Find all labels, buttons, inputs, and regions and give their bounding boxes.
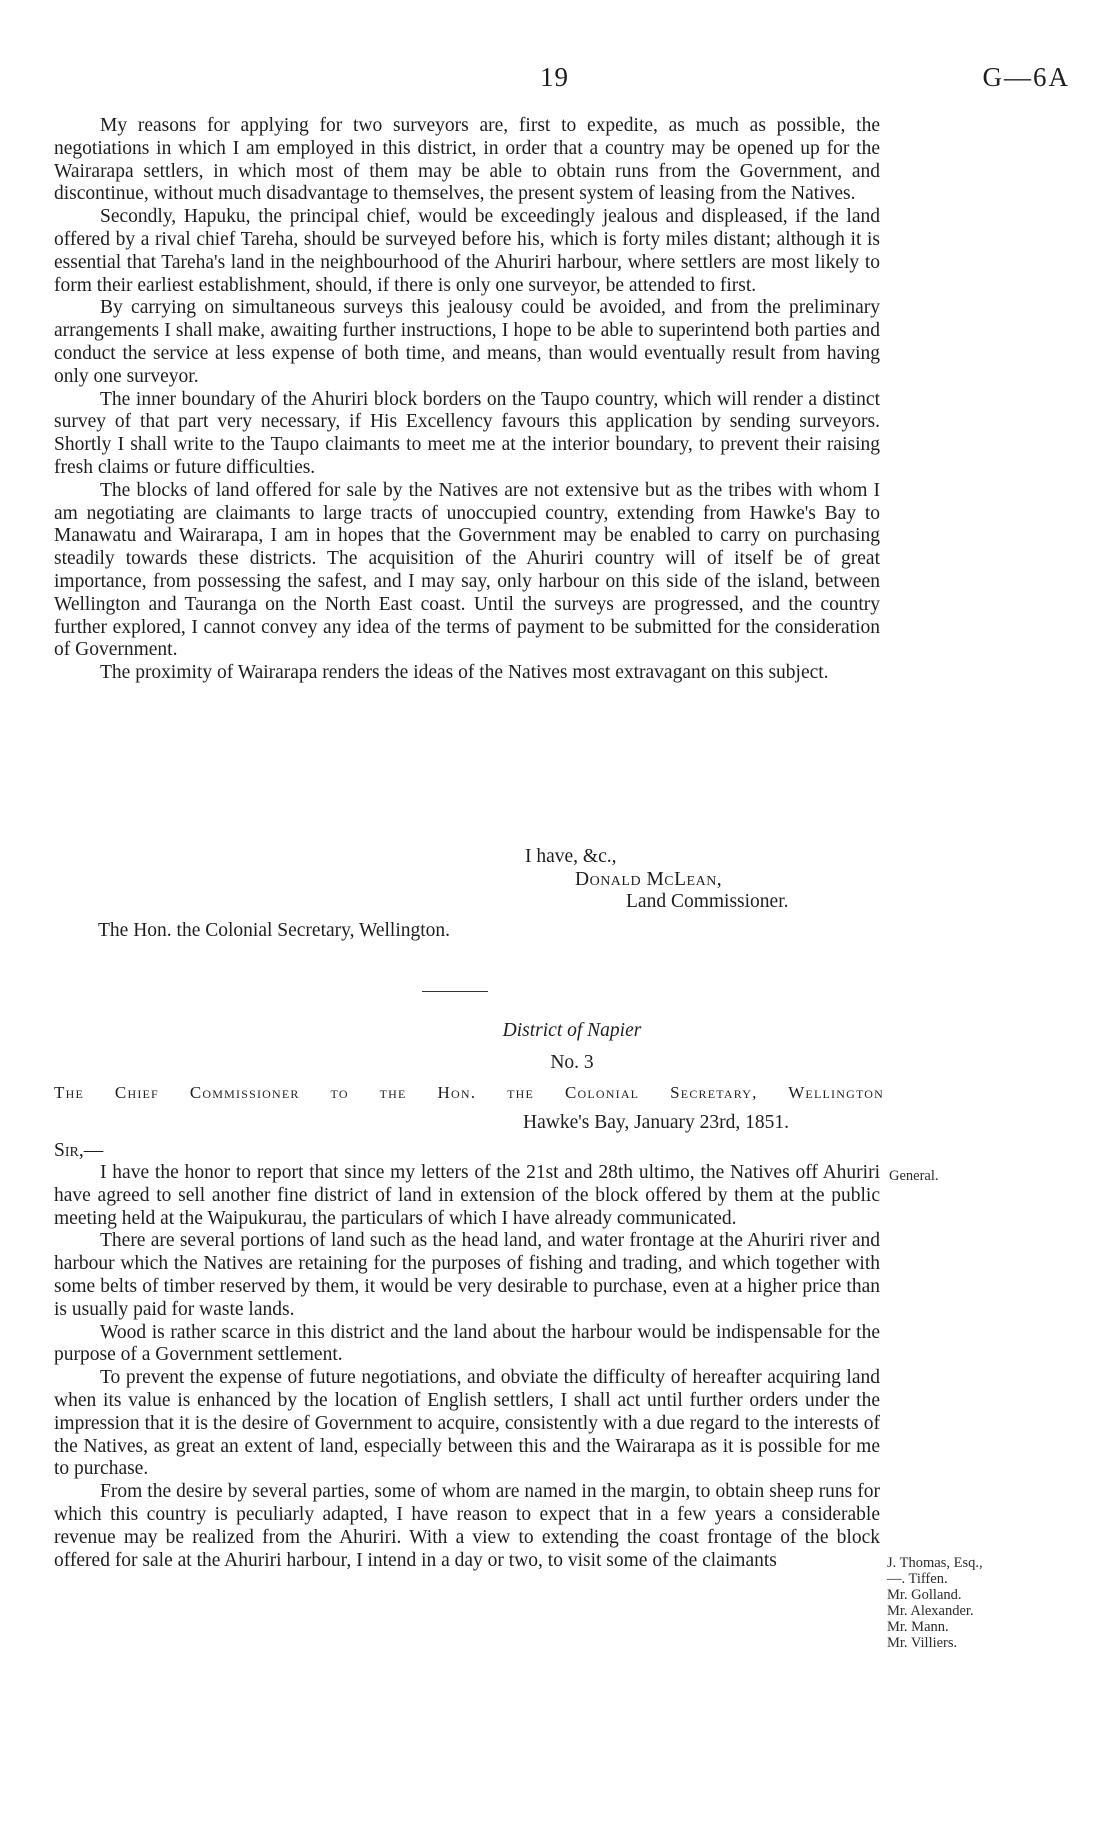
- letter-dateline: Hawke's Bay, January 23rd, 1851.: [523, 1112, 789, 1133]
- letter2-paragraph: Wood is rather scarce in this district and the land about the harbour would be indispensable for the purpose of a Government settlement.: [54, 1321, 880, 1366]
- letter2-paragraph: To prevent the expense of future negotiations, and obviate the difficulty of hereafter acquiring land when its value is enhanced by the location of English settlers, I shall act until further orders under the impression that it is the desire of Government to acquire, consistently with a due regard to the interests of the Natives, as great an extent of land, especially between this and the Wairarapa as it is possible for me to purchase.: [54, 1367, 880, 1480]
- letter2-body: [54, 1162, 880, 1572]
- letter2-paragraph: I have the honor to report that since my letters of the 21st and 28th ultimo, the Natives off Ahuriri have agreed to sell another fine district of land in extension of the block offered by them at the public meeting held at the Waipukurau, the particulars of which I have already communicated.: [54, 1162, 880, 1229]
- margin-note-general: General.: [889, 1168, 939, 1184]
- letter1-paragraph: The proximity of Wairarapa renders the ideas of the Natives most extravagant on this subject.: [100, 662, 829, 684]
- letter1-closing: I have, &c.,: [525, 846, 617, 867]
- margin-name: Mr. Alexander.: [887, 1603, 974, 1619]
- letter1-paragraph: By carrying on simultaneous surveys this jealousy could be avoided, and from the preliminary arrangements I shall make, awaiting further instructions, I hope to be able to superintend both parties and conduct the service at less expense of both time, and means, than would eventually result from having only one surveyor.: [54, 297, 880, 387]
- district-heading: District of Napier: [502, 1020, 642, 1041]
- margin-name: J. Thomas, Esq.,: [887, 1555, 983, 1571]
- letter1-paragraph: Secondly, Hapuku, the principal chief, would be exceedingly jealous and displeased, if the land offered by a rival chief Tareha, should be surveyed before his, which is forty miles distant; although it is essential that Tareha's land in the neighbourhood of the Ahuriri harbour, where settlers are most likely to form their earliest establishment, should, if there is only one surveyor, be attended to first.: [54, 206, 880, 296]
- letter1-signature-title: Land Commissioner.: [626, 891, 789, 912]
- letter-salutation: Sir,—: [54, 1140, 104, 1161]
- letter1-recipient: The Hon. the Colonial Secretary, Wellington.: [98, 920, 451, 941]
- letter-number: No. 3: [550, 1052, 594, 1073]
- letter1-paragraph: The blocks of land offered for sale by the Natives are not extensive but as the tribes with whom I am negotiating are claimants to large tracts of unoccupied country, extending from Hawke's Bay to Manawatu and Wairarapa, I am in hopes that the Government may be enabled to carry on purchasing steadily towards these districts. The acquisition of the Ahuriri country will of itself be of great importance, from possessing the safest, and I may say, only harbour on this side of the island, between Wellington and Tauranga on the North East coast. Until the surveys are progressed, and the country further explored, I cannot convey any idea of the terms of payment to be submitted for the consideration of Government.: [54, 479, 880, 661]
- margin-name: Mr. Golland.: [887, 1587, 962, 1603]
- letter1-paragraph: The inner boundary of the Ahuriri block borders on the Taupo country, which will render a distinct survey of that part very necessary, if His Excellency favours this application by sending surveyors. Shortly I shall write to the Taupo claimants to meet me at the interior boundary, to prevent their raising fresh claims or future difficulties.: [54, 388, 880, 478]
- letter1-body: [54, 115, 880, 685]
- letter-addressee: The Chief Commissioner to the Hon. the Colonial Secretary, Wellington: [54, 1083, 884, 1102]
- margin-name: —. Tiffen.: [887, 1571, 948, 1587]
- letter1-paragraph: My reasons for applying for two surveyors are, first to expedite, as much as possible, the negotiations in which I am employed in this district, in order that a country may be opened up for the Wairarapa settlers, in which most of them may be able to obtain runs from the Government, and discontinue, without much disadvantage to themselves, the present system of leasing from the Natives.: [54, 115, 880, 205]
- margin-name: Mr. Mann.: [887, 1619, 949, 1635]
- letter1-signature-name: Donald McLean,: [575, 869, 723, 890]
- letter2-paragraph: There are several portions of land such as the head land, and water frontage at the Ahuriri river and harbour which the Natives are retaining for the purposes of fishing and trading, and which together with some belts of timber reserved by them, it would be very desirable to purchase, even at a higher price than is usually paid for waste lands.: [54, 1230, 880, 1320]
- document-code: G—6A: [982, 62, 1070, 92]
- section-divider: [422, 991, 488, 992]
- page-number: 19: [540, 62, 569, 92]
- letter2-paragraph: From the desire by several parties, some of whom are named in the margin, to obtain sheep runs for which this country is peculiarly adapted, I have reason to expect that in a few years a considerable revenue may be realized from the Ahuriri. With a view to extending the coast frontage of the block offered for sale at the Ahuriri harbour, I intend in a day or two, to visit some of the claimants: [54, 1481, 880, 1571]
- margin-name: Mr. Villiers.: [887, 1635, 958, 1651]
- margin-names-list: [887, 1555, 983, 1651]
